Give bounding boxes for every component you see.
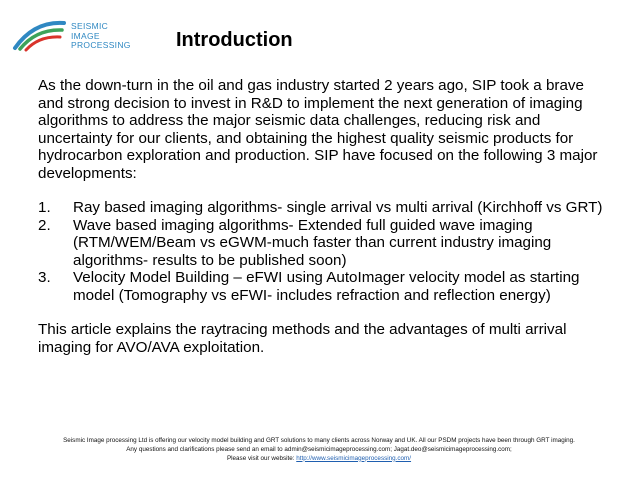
slide-body [38,77,608,356]
footer-line-3 [30,455,608,464]
company-logo [12,18,142,58]
list-item [38,217,608,270]
list-item-number: 1. [38,199,51,216]
logo-arc-icon [12,18,70,54]
logo-line-3: PROCESSING [71,40,131,50]
logo-line-2: IMAGE [71,30,100,41]
list-item-text: Velocity Model Building – eFWI using AutoImager velocity model as starting model (Tomography vs eFWI- includes refraction and reflection energy) [73,269,580,304]
list-item-number: 2. [38,216,51,234]
outro-paragraph: This article explains the raytracing methods and the advantages of multi arrival imaging for AVO/AVA exploitation. [38,321,567,356]
list-item-number: 3. [38,269,51,286]
page-title: Introduction [176,29,293,51]
logo-line-1: SEISMIC [71,21,109,31]
footer [30,437,608,463]
list-item [38,269,608,304]
footer-line-1: Seismic Image processing Ltd is offering our velocity model building and GRT solutions to many clients across Norway and UK. All our PSDM projects have been through GRT imaging. [63,437,575,444]
list-item-text: Ray based imaging algorithms- single arrival vs multi arrival (Kirchhoff vs GRT) [73,199,603,216]
list-item-text: Wave based imaging algorithms- Extended full guided wave imaging (RTM/WEM/Beam vs eGWM-much faster than current industry imaging algorithms- results to be published soon) [73,216,552,269]
website-link[interactable]: http://www.seismicimageprocessing.com/ [296,454,412,462]
intro-paragraph: As the down-turn in the oil and gas industry started 2 years ago, SIP took a brave and strong decision to invest in R&D to implement the next generation of imaging algorithms to address the major seismic data challenges, reducing risk and uncertainty for our clients, and obtaining the highest quality seismic products for hydrocarbon exploration and production. SIP have focused on the following 3 major developments: [38,77,598,182]
list-item [38,199,608,217]
footer-line-2: Any questions and clarifications please send an email to admin@seismicimageprocessing.com; Jagat.deo@seismicimageprocessing.com; [126,445,512,453]
footer-website-label: Please visit our website: [226,454,297,462]
logo-wordmark [71,22,131,51]
development-list [38,199,608,304]
